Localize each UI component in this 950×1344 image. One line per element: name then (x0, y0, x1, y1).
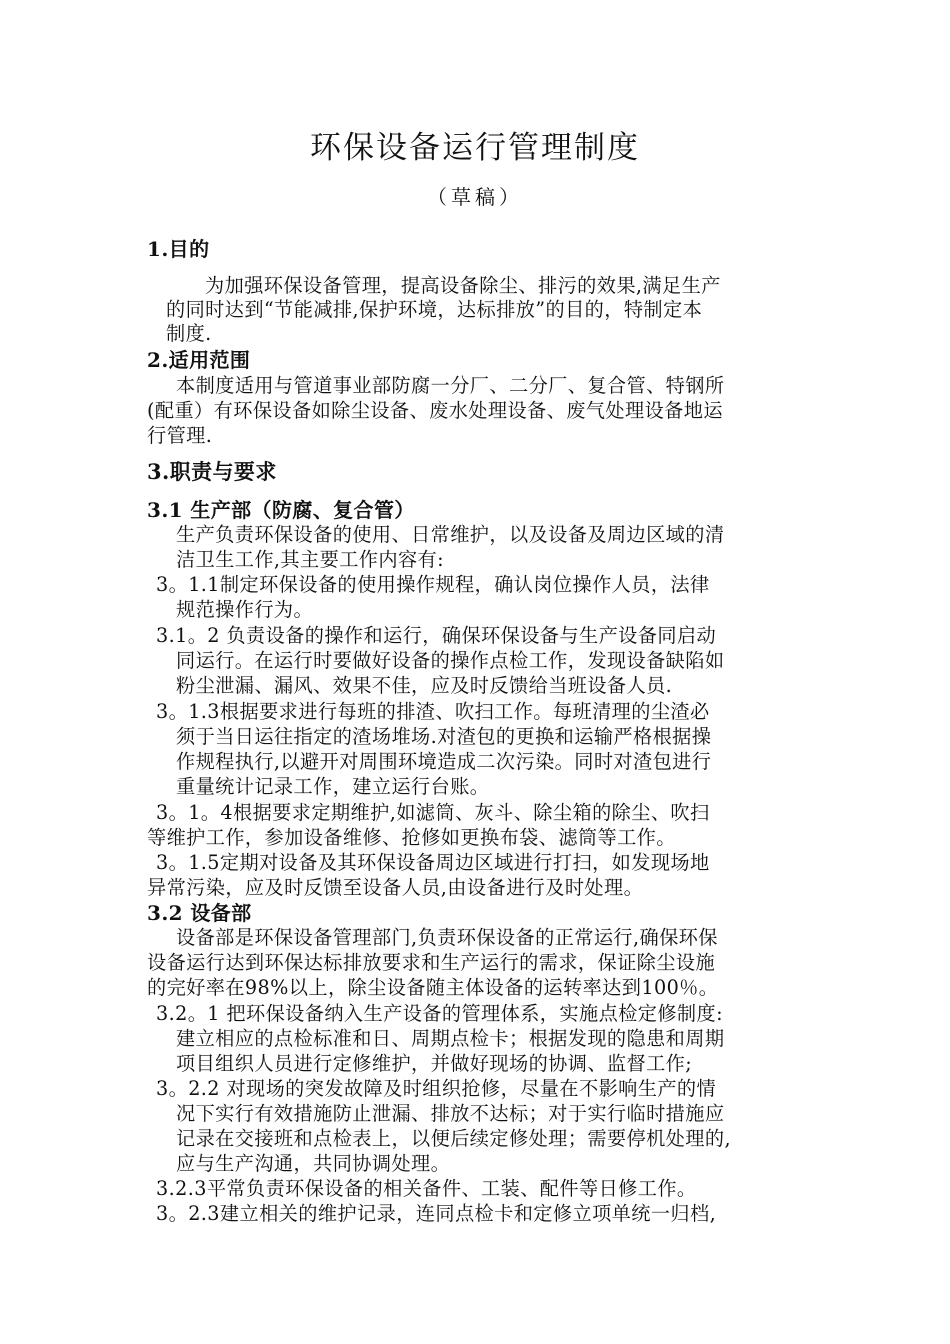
subheading-equipment: 3.2 设备部 (147, 901, 252, 925)
paragraph-line: 生产负责环保设备的使用、日常维护，以及设备及周边区域的清 (176, 523, 725, 546)
list-item-line: 3。1.5定期对设备及其环保设备周边区域进行打扫，如发现场地 (156, 851, 710, 874)
list-item-line: 同运行。在运行时要做好设备的操作点检工作，发现设备缺陷如 (176, 649, 725, 672)
list-item-line: 3。1.1制定环保设备的使用操作规程，确认岗位操作人员，法律 (156, 573, 710, 596)
list-item-line: 记录在交接班和点检表上，以便后续定修处理；需要停机处理的, (176, 1127, 731, 1150)
list-item-line: 应与生产沟通，共同协调处理。 (176, 1152, 451, 1175)
list-item-line: 3。2.2 对现场的突发故障及时组织抢修，尽量在不影响生产的情 (156, 1077, 717, 1100)
list-item-line: 建立相应的点检标准和日、周期点检卡；根据发现的隐患和周期 (176, 1027, 725, 1050)
list-item-line: 粉尘泄漏、漏风、效果不佳，应及时反馈给当班设备人员. (176, 674, 673, 697)
list-item-line: 项目组织人员进行定修维护，并做好现场的协调、监督工作; (176, 1052, 693, 1075)
subheading-production: 3.1 生产部（防腐、复合管） (147, 498, 415, 522)
list-item-line: 异常污染，应及时反馈至设备人员,由设备进行及时处理。 (147, 876, 644, 899)
list-item-line: 等维护工作，参加设备维修、抢修如更换布袋、滤筒等工作。 (147, 826, 676, 849)
paragraph-line: 为加强环保设备管理，提高设备除尘、排污的效果,满足生产 (205, 274, 721, 297)
list-item-line: 3.2。1 把环保设备纳入生产设备的管理体系，实施点检定修制度: (156, 1002, 723, 1025)
paragraph-line: 洁卫生工作,其主要工作内容有: (176, 548, 445, 571)
list-item-line: 3。1。4根据要求定期维护,如滤筒、灰斗、除尘箱的除尘、吹扫 (156, 801, 710, 824)
list-item-line: 作规程执行,以避开对周围环境造成二次污染。同时对渣包进行 (176, 750, 712, 773)
paragraph-line: 设备部是环保设备管理部门,负责环保设备的正常运行,确保环保 (176, 926, 718, 949)
list-item-line: 3.2.3平常负责环保设备的相关备件、工装、配件等日修工作。 (156, 1177, 697, 1200)
list-item-line: 3。2.3建立相关的维护记录，连同点检卡和定修立项单统一归档, (156, 1202, 717, 1225)
document-title: 环保设备运行管理制度 (310, 130, 640, 166)
paragraph-line: 制度. (166, 322, 212, 345)
document-subtitle: （草稿） (427, 185, 523, 209)
paragraph-line: 本制度适用与管道事业部防腐一分厂、二分厂、复合管、特钢所 (176, 374, 725, 397)
list-item-line: 3.1。2 负责设备的操作和运行，确保环保设备与生产设备同启动 (156, 624, 717, 647)
heading-scope: 2.适用范围 (147, 348, 251, 372)
paragraph-line: 的完好率在98%以上，除尘设备随主体设备的运转率达到100％。 (147, 976, 719, 999)
heading-responsibilities: 3.职责与要求 (147, 459, 277, 484)
list-item-line: 况下实行有效措施防止泄漏、排放不达标；对于实行临时措施应 (176, 1102, 725, 1125)
list-item-line: 须于当日运往指定的渣场堆场.对渣包的更换和运输严格根据操 (176, 725, 712, 748)
paragraph-line: 的同时达到“节能减排,保护环境，达标排放”的目的，特制定本 (166, 298, 703, 321)
list-item-line: 3。1.3根据要求进行每班的排渣、吹扫工作。每班清理的尘渣必 (156, 700, 710, 723)
list-item-line: 规范操作行为。 (176, 598, 314, 621)
paragraph-line: 行管理. (147, 424, 213, 447)
list-item-line: 重量统计记录工作，建立运行台账。 (176, 775, 490, 798)
heading-purpose: 1.目的 (147, 237, 210, 261)
paragraph-line: (配重）有环保设备如除尘设备、废水处理设备、废气处理设备地运 (147, 399, 723, 422)
paragraph-line: 设备运行达到环保达标排放要求和生产运行的需求，保证除尘设施 (147, 951, 716, 974)
